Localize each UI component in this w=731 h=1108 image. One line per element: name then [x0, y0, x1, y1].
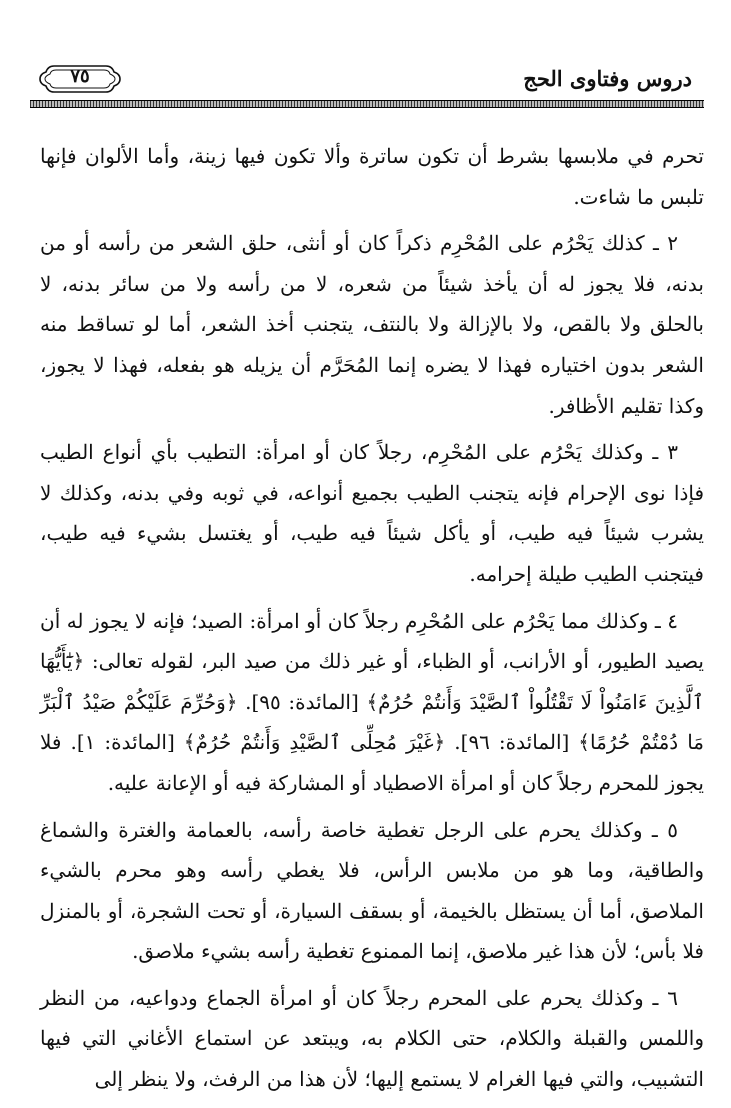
paragraph: ٥ ـ وكذلك يحرم على الرجل تغطية خاصة رأسه، بالعمامة والغترة والشماغ والطاقية، وما هو من ملابس الرأس، فلا يغطي رأسه وهو محرم بالشيء الملاصق، أما أن يستظل بالخيمة، أو بسقف السيارة، أو تحت الشجرة، أو بالمنزل فلا بأس؛ لأن هذا غير ملاصق، إنما الممنوع تغطية رأسه بشيء ملاصق. — [40, 817, 704, 964]
page-number: ٧٥ — [70, 66, 90, 87]
paragraph: ٢ ـ كذلك يَحْرُم على المُحْرِم ذكراً كان أو أنثى، حلق الشعر من رأسه أو من بدنه، فلا يجوز له أن يأخذ شيئاً من شعره، لا من رأسه ولا من سائر بدنه، لا بالحلق ولا بالقص، ولا بالإزالة ولا بالنتف، يتجنب أخذ الشعر، أما لو تساقط منه الشعر بدون اختياره فهذا لا يضره إنما المُحَرَّم أن يزيله هو بفعله، فهذا لا يجوز، وكذا تقليم الأظافر. — [40, 231, 704, 418]
page-body — [40, 136, 704, 1106]
paragraph: ٤ ـ وكذلك مما يَحْرُم على المُحْرِم رجلاً كان أو امرأة: الصيد؛ فإنه لا يجوز له أن يصيد الطيور، أو الأرانب، أو الظباء، أو غير ذلك من صيد البر، لقوله تعالى: ﴿يَٰٓأَيُّهَا ٱلَّذِينَ ءَامَنُواْ لَا تَقْتُلُواْ ٱلصَّيْدَ وَأَنتُمْ حُرُمٌ﴾ [المائدة: ٩٥]. ﴿وَحُرِّمَ عَلَيْكُمْ صَيْدُ ٱلْبَرِّ مَا دُمْتُمْ حُرُمًا﴾ [المائدة: ٩٦]. ﴿غَيْرَ مُحِلِّى ٱلصَّيْدِ وَأَنتُمْ حُرُمٌ﴾ [المائدة: ١]. فلا يجوز للمحرم رجلاً كان أو امرأة الاصطياد أو المشاركة فيه أو الإعانة عليه. — [40, 608, 705, 795]
page-header — [30, 60, 710, 100]
paragraph: تحرم في ملابسها بشرط أن تكون ساترة وألا تكون فيها زينة، وأما الألوان فإنها تلبس ما شاءت. — [40, 144, 704, 209]
page-number-badge — [38, 62, 122, 96]
paragraph: ٦ ـ وكذلك يحرم على المحرم رجلاً كان أو امرأة الجماع ودواعيه، من النظر واللمس والقبلة والكلام، حتى الكلام به، ويبتعد عن استماع الأغاني التي فيها التشبيب، والتي فيها الغرام لا يستمع إليها؛ لأن هذا من الرفث، ولا ينظر إلى — [40, 985, 704, 1092]
header-rule — [30, 100, 704, 108]
paragraph: ٣ ـ وكذلك يَحْرُم على المُحْرِم، رجلاً كان أو امرأة: التطيب بأي أنواع الطيب فإذا نوى الإحرام فإنه يتجنب الطيب بجميع أنواعه، في ثوبه وفي بدنه، وكذلك لا يشرب شيئاً فيه طيب، أو يأكل شيئاً فيه طيب، أو يغتسل بشيء فيه طيب، فيتجنب الطيب طيلة إحرامه. — [40, 440, 704, 586]
book-title: دروس وفتاوى الحج — [523, 66, 692, 91]
